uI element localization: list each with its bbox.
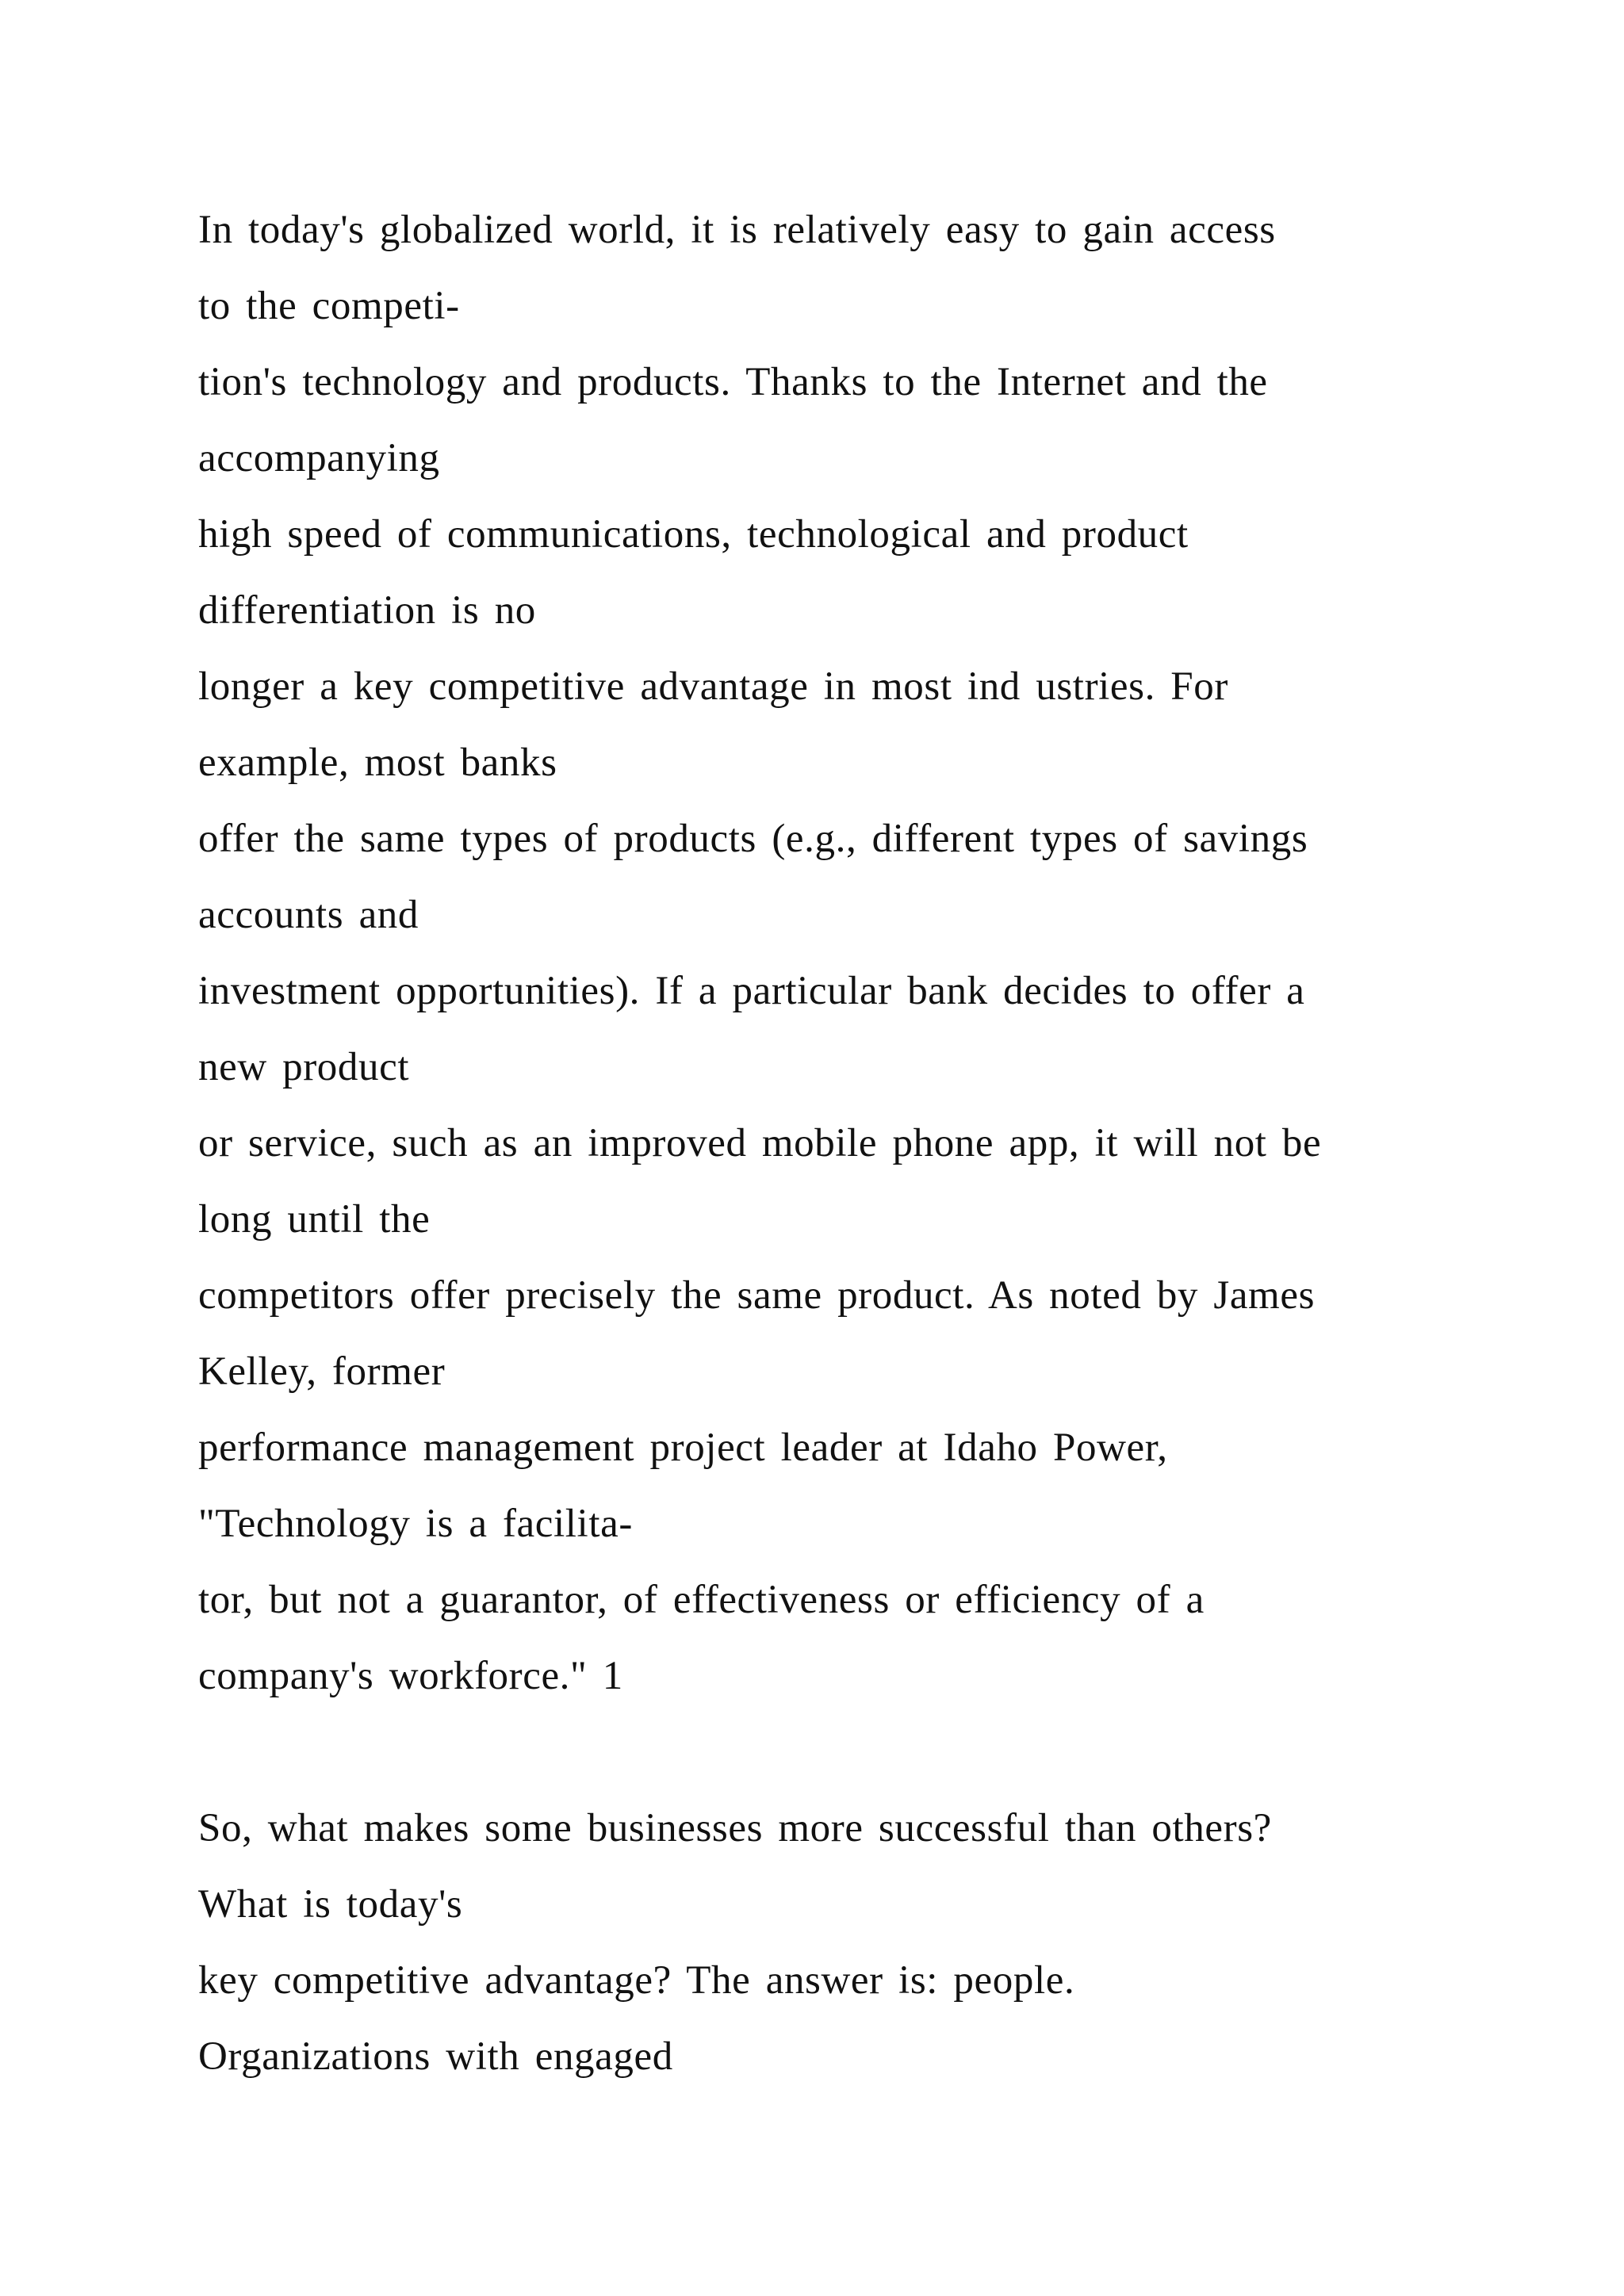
text-line: high speed of communications, technological and product [198,512,1189,557]
paragraph-2 [198,1790,1467,2095]
text-line: Organizations with engaged [198,2034,673,2079]
paragraph-spacer [198,1714,1467,1790]
text-line: accounts and [198,893,419,937]
text-line: offer the same types of products (e.g., different types of savings [198,817,1308,861]
text-line: tor, but not a guarantor, of effectiveness or efficiency of a [198,1578,1205,1622]
text-line: differentiation is no [198,588,536,633]
text-line: performance management project leader at Idaho Power, [198,1425,1168,1470]
text-line: company's workforce." 1 [198,1654,623,1698]
text-line: long until the [198,1197,431,1242]
text-line: tion's technology and products. Thanks to the Internet and the [198,360,1268,404]
text-line: In today's globalized world, it is relatively easy to gain access [198,208,1276,252]
text-line: investment opportunities). If a particular bank decides to offer a [198,969,1305,1013]
text-line: accompanying [198,436,440,480]
paragraph-1 [198,192,1467,1714]
text-line: or service, such as an improved mobile phone app, it will not be [198,1121,1322,1165]
text-line: key competitive advantage? The answer is: people. [198,1958,1075,2003]
text-line: competitors offer precisely the same product. As noted by James [198,1273,1316,1318]
text-line: to the competi- [198,284,460,328]
text-line: Kelley, former [198,1349,446,1394]
text-line: longer a key competitive advantage in most ind ustries. For [198,664,1228,709]
text-line: new product [198,1045,410,1089]
text-line: What is today's [198,1882,463,1927]
text-line: "Technology is a facilita- [198,1502,633,1546]
body-text [198,192,1467,2095]
text-line: So, what makes some businesses more successful than others? [198,1806,1272,1850]
text-line: example, most banks [198,740,557,785]
